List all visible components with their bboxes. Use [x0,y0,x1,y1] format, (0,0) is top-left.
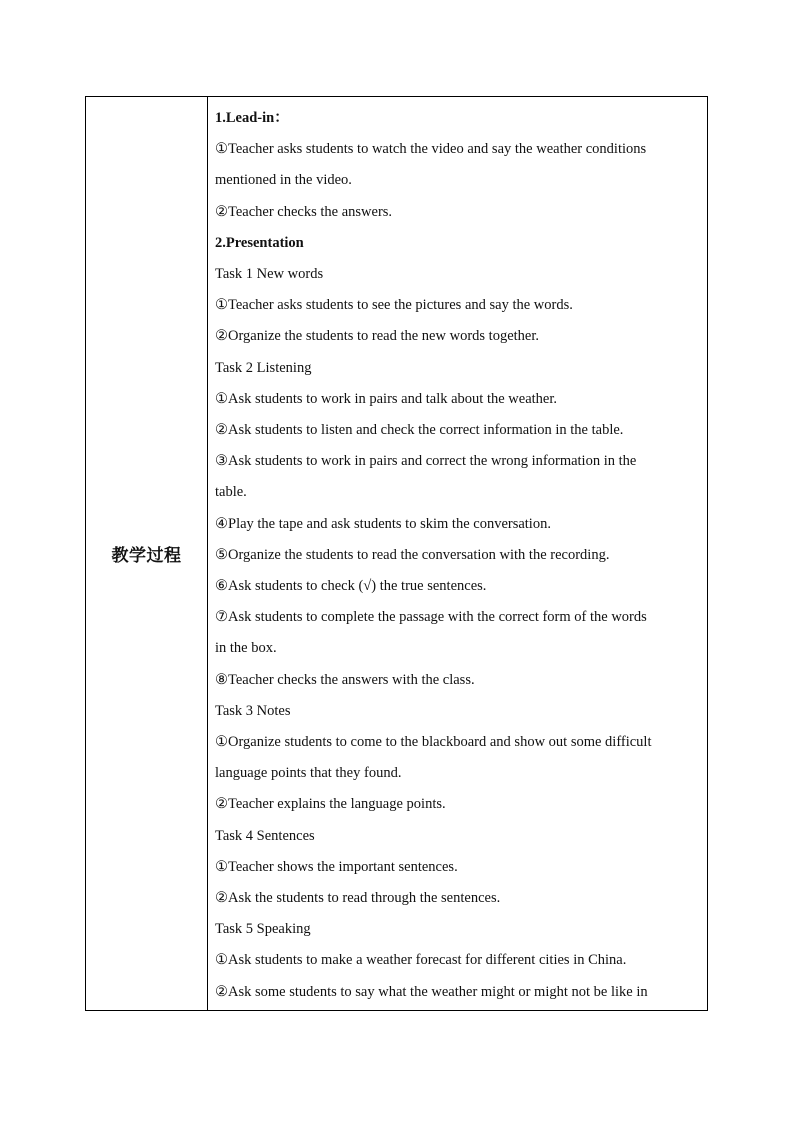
content-line: ①Teacher asks students to see the pictures and say the words. [215,297,573,314]
content-line: ⑥Ask students to check (√) the true sentences. [215,578,487,595]
content-line: ②Ask students to listen and check the correct information in the table. [215,422,624,439]
content-line: Task 3 Notes [215,702,291,719]
content-line: ①Teacher shows the important sentences. [215,858,458,875]
section-heading: 1.Lead-in： [215,110,289,126]
content-line: ①Ask students to make a weather forecast for different cities in China. [215,952,627,969]
content-line: ①Ask students to work in pairs and talk about the weather. [215,390,558,407]
content-line: table. [215,484,247,501]
content-line: ⑦Ask students to complete the passage with the correct form of the words [215,609,647,626]
content-line: ②Teacher checks the answers. [215,203,393,220]
content-line: Task 1 New words [215,266,324,283]
content-line: ④Play the tape and ask students to skim the conversation. [215,515,551,532]
content-line: mentioned in the video. [215,172,352,189]
content-line: ②Ask some students to say what the weather might or might not be like in [215,983,648,1000]
content-line: Task 4 Sentences [215,827,315,844]
section-content-cell [208,97,707,1010]
content-line: ⑤Organize the students to read the conversation with the recording. [215,546,610,563]
section-label: 教学过程 [111,546,182,566]
content-line: ②Organize the students to read the new words together. [215,328,539,345]
content-line: ②Teacher explains the language points. [215,796,446,813]
lesson-table [85,96,708,1011]
section-heading: 2.Presentation [215,234,304,251]
content-line: Task 5 Speaking [215,921,311,938]
content-line: language points that they found. [215,765,402,782]
content-line: ①Organize students to come to the blackboard and show out some difficult [215,734,652,751]
section-label-cell [86,97,208,1010]
content-line: ①Teacher asks students to watch the video and say the weather conditions [215,141,647,158]
content-line: ③Ask students to work in pairs and correct the wrong information in the [215,453,637,470]
content-line: Task 2 Listening [215,359,312,376]
content-line: ⑧Teacher checks the answers with the class. [215,671,475,688]
content-line: ②Ask the students to read through the sentences. [215,890,501,907]
content-line: in the box. [215,640,277,657]
